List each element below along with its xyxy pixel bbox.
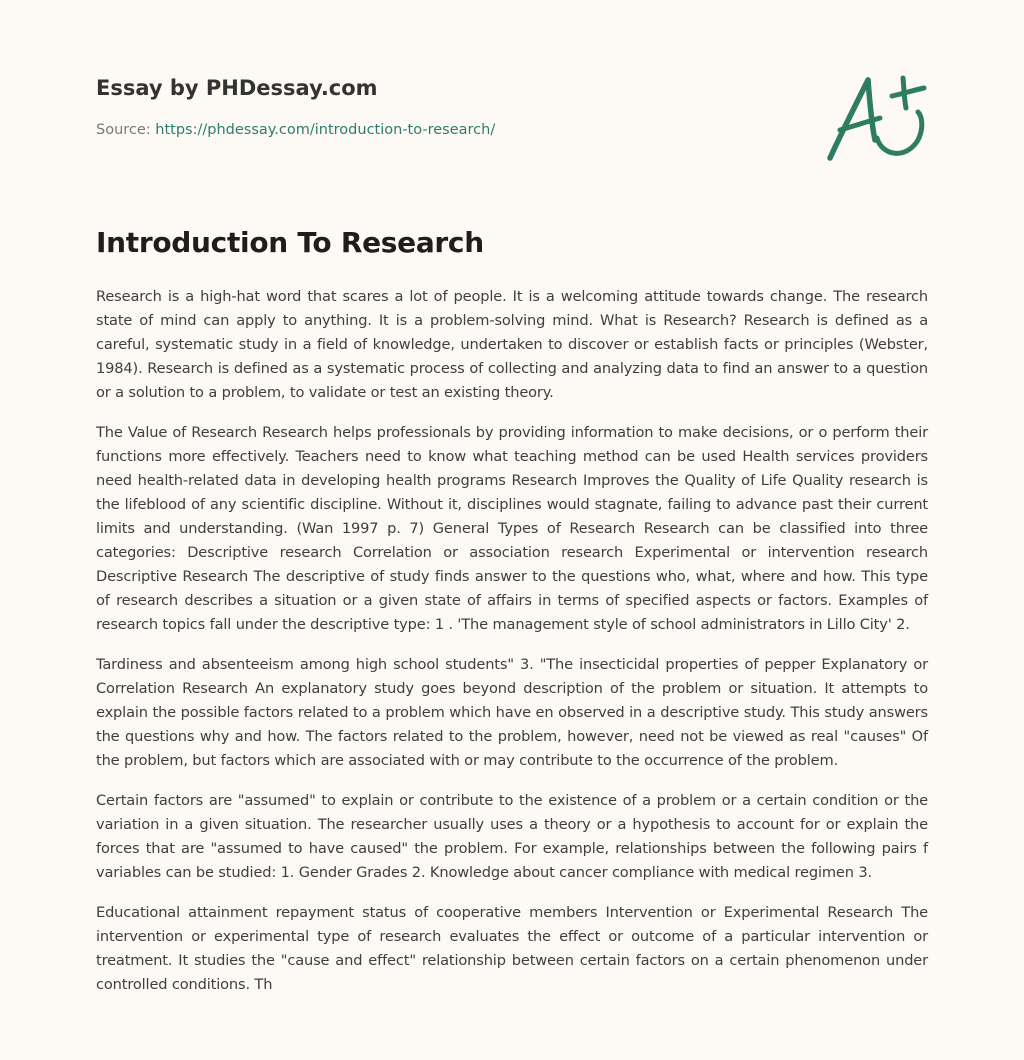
article-body (96, 285, 928, 1013)
page-title: Introduction To Research (96, 226, 484, 259)
page-header (96, 76, 936, 138)
source-line (96, 122, 936, 138)
article-paragraph: Research is a high-hat word that scares a lot of people. It is a welcoming attitude towards change. The research state of mind can apply to anything. It is a problem-solving mind. What is Research? Research is defined as a careful, systematic study in a field of knowledge, undertaken to discover or establish facts or principles (Webster, 1984). Research is defined as a systematic process of collecting and analyzing data to find an answer to a question or a solution to a problem, to validate or test an existing theory. (96, 288, 928, 401)
article-paragraph: The Value of Research Research helps professionals by providing information to make decisions, or o perform their functions more effectively. Teachers need to know what teaching method can be used Health services providers need health-related data in developing health programs Research Improves the Quality of Life Quality research is the lifeblood of any scientific discipline. Without it, disciplines would stagnate, failing to advance past their current limits and understanding. (Wan 1997 p. 7) General Types of Research Research can be classified into three categories: Descriptive research Correlation or association research Experimental or intervention research Descriptive Research The descriptive of study finds answer to the questions who, what, where and how. This type of research describes a situation or a given state of affairs in terms of specified aspects or factors. Examples of research topics fall under the descriptive type: 1 . 'The management style of school administrators in Lillo City' 2. (96, 424, 928, 633)
article-paragraph: Tardiness and absenteeism among high school students" 3. "The insecticidal properties of pepper Explanatory or Correlation Research An explanatory study goes beyond description of the problem or situation. It attempts to explain the possible factors related to a problem which have en observed in a descriptive study. This study answers the questions why and how. The factors related to the problem, however, need not be viewed as real "causes" Of the problem, but factors which are associated with or may contribute to the occurrence of the problem. (96, 656, 928, 769)
source-label: Source: (96, 122, 151, 138)
site-title: Essay by PHDessay.com (96, 76, 378, 100)
source-link[interactable]: https://phdessay.com/introduction-to-research/ (155, 122, 496, 138)
a-plus-grade-icon (818, 66, 930, 166)
article-paragraph: Educational attainment repayment status of cooperative members Intervention or Experimental Research The intervention or experimental type of research evaluates the effect or outcome of a particular intervention or treatment. It studies the "cause and effect" relationship between certain factors on a certain phenomenon under controlled conditions. Th (96, 904, 928, 993)
article-paragraph: Certain factors are "assumed" to explain or contribute to the existence of a problem or a certain condition or the variation in a given situation. The researcher usually uses a theory or a hypothesis to account for or explain the forces that are "assumed to have caused" the problem. For example, relationships between the following pairs f variables can be studied: 1. Gender Grades 2. Knowledge about cancer compliance with medical regimen 3. (96, 792, 928, 881)
